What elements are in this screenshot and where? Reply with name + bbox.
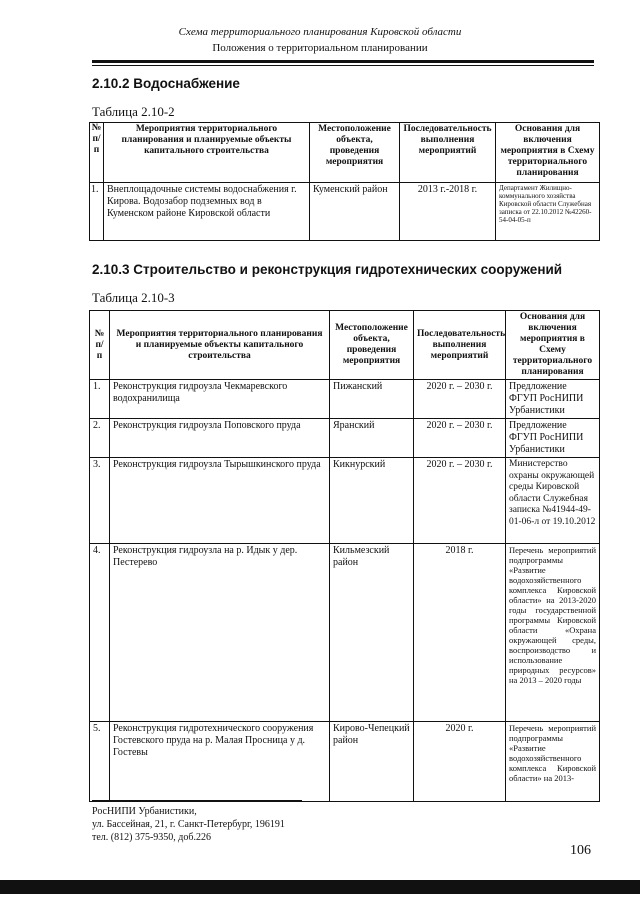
cell-location: Кирово-Чепецкий район	[330, 722, 414, 802]
table-header-row	[90, 311, 600, 380]
cell-sequence: 2020 г. – 2030 г.	[414, 419, 506, 458]
running-header-subtitle: Положения о территориальном планировании	[212, 42, 428, 54]
header-rule	[92, 60, 594, 63]
footer-rule	[92, 800, 302, 801]
column-header: № п/п	[90, 311, 110, 380]
cell-location: Куменский район	[310, 183, 400, 241]
cell-basis: Перечень мероприятий подпрограммы «Развитие водохозяйственного комплекса Кировской области» на 2013-2020 годы государственной программы Кировской области «Охрана окружающей среды, воспроизводство и использование природных ресурсов» на 2013 – 2020 годы	[506, 544, 600, 722]
running-header-title: Схема территориального планирования Кировской области	[178, 26, 462, 38]
table-caption: Таблица 2.10-2	[92, 104, 175, 119]
header-rule-thin	[92, 65, 594, 66]
section-heading-hydraulic: 2.10.3 Строительство и реконструкция гидротехнических сооружений	[92, 262, 563, 277]
column-header: Основания для включения мероприятия в Схему территориального планирования	[496, 123, 600, 183]
cell-measure: Реконструкция гидроузла Тырышкинского пруда	[110, 458, 330, 544]
column-header: Последовательность выполнения мероприятий	[414, 311, 506, 380]
column-header: Местоположение объекта, проведения мероприятия	[330, 311, 414, 380]
cell-measure: Внеплощадочные системы водоснабжения г. Кирова. Водозабор подземных вод в Куменском районе Кировской области	[104, 183, 310, 241]
table-caption: Таблица 2.10-3	[92, 290, 175, 305]
cell-location: Яранский	[330, 419, 414, 458]
cell-number: 5.	[90, 722, 110, 802]
cell-measure: Реконструкция гидроузла Поповского пруда	[110, 419, 330, 458]
footer-phone: тел. (812) 375-9350, доб.226	[92, 832, 211, 843]
cell-basis: Перечень мероприятий подпрограммы «Развитие водохозяйственного комплекса Кировской области» на 2013-	[506, 722, 600, 802]
cell-location: Кильмезский район	[330, 544, 414, 722]
column-header: № п/п	[90, 123, 104, 183]
cell-sequence: 2020 г. – 2030 г.	[414, 380, 506, 419]
column-header: Последовательность выполнения мероприятий	[400, 123, 496, 183]
table-row	[90, 458, 600, 544]
cell-sequence: 2013 г.-2018 г.	[400, 183, 496, 241]
cell-number: 4.	[90, 544, 110, 722]
cell-basis: Департамент Жилищно-коммунального хозяйства Кировской области Служебная записка от 22.10.2012 №42260-54-04-05-п	[496, 183, 600, 241]
cell-sequence: 2020 г.	[414, 722, 506, 802]
cell-sequence: 2018 г.	[414, 544, 506, 722]
table-row	[90, 722, 600, 802]
cell-location: Кикнурский	[330, 458, 414, 544]
cell-basis: Министерство охраны окружающей среды Кировской области Служебная записка №41944-49-01-06-л от 19.10.2012	[506, 458, 600, 544]
column-header: Мероприятия территориального планирования и планируемые объекты капитального строительства	[110, 311, 330, 380]
cell-basis: Предложение ФГУП РосНИПИ Урбанистики	[506, 419, 600, 458]
cell-location: Пижанский	[330, 380, 414, 419]
table-header-row	[90, 123, 600, 183]
cell-number: 1.	[90, 183, 104, 241]
page-number: 106	[570, 843, 591, 858]
table-water-supply	[89, 122, 600, 241]
footer-address: ул. Бассейная, 21, г. Санкт-Петербург, 196191	[92, 819, 285, 830]
footer-org: РосНИПИ Урбанистики,	[92, 806, 197, 817]
column-header: Местоположение объекта, проведения мероприятия	[310, 123, 400, 183]
cell-measure: Реконструкция гидроузла Чекмаревского водохранилища	[110, 380, 330, 419]
table-row	[90, 380, 600, 419]
cell-number: 2.	[90, 419, 110, 458]
bottom-scan-bar	[0, 880, 640, 894]
cell-measure: Реконструкция гидроузла на р. Идык у дер. Пестерево	[110, 544, 330, 722]
column-header: Основания для включения мероприятия в Схему территориального планирования	[506, 311, 600, 380]
column-header: Мероприятия территориального планирования и планируемые объекты капитального строительства	[104, 123, 310, 183]
table-row	[90, 419, 600, 458]
cell-sequence: 2020 г. – 2030 г.	[414, 458, 506, 544]
cell-number: 3.	[90, 458, 110, 544]
cell-measure: Реконструкция гидротехнического сооружения Гостевского пруда на р. Малая Просница у д. Гостевы	[110, 722, 330, 802]
table-hydraulic	[89, 310, 600, 802]
section-heading-water-supply: 2.10.2 Водоснабжение	[92, 76, 240, 91]
table-row	[90, 183, 600, 241]
cell-basis: Предложение ФГУП РосНИПИ Урбанистики	[506, 380, 600, 419]
cell-number: 1.	[90, 380, 110, 419]
table-row	[90, 544, 600, 722]
